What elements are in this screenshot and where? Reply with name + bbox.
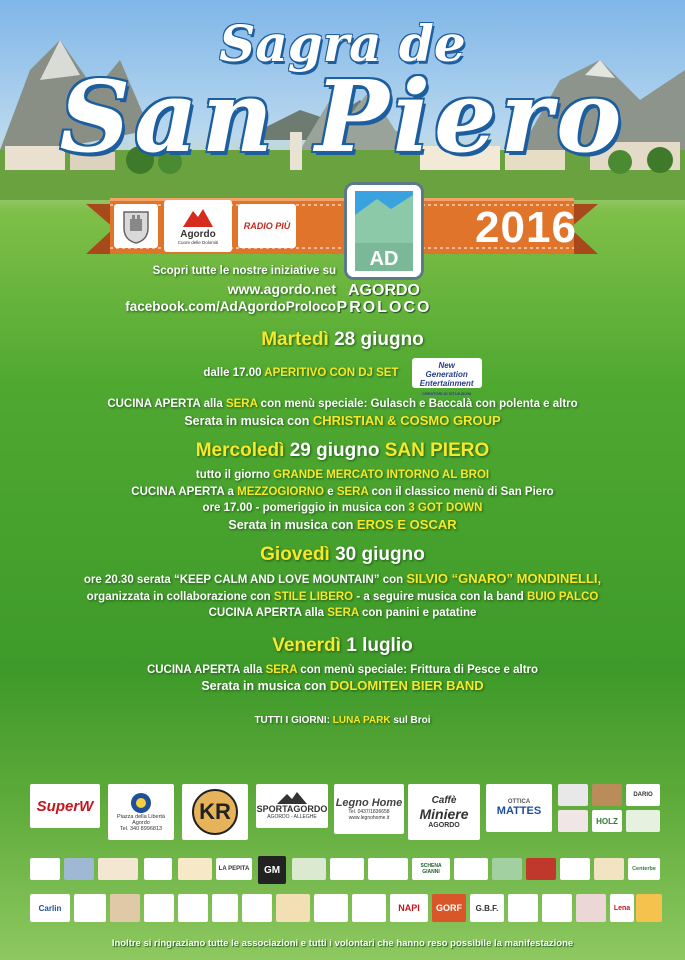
sponsor-label: MATTES — [496, 805, 542, 817]
event-text: Serata in musica con — [201, 679, 330, 693]
sponsor-label: Miniere — [419, 806, 469, 822]
sponsor-napi — [390, 894, 428, 922]
event-line — [0, 571, 685, 589]
proloco-letters: AD — [369, 248, 399, 270]
coat-of-arms-logo — [114, 204, 158, 248]
event-day-heading — [0, 439, 685, 463]
sponsor-small — [30, 858, 60, 880]
sponsor-small — [508, 894, 538, 922]
ngen-text-4: CREATORI DI SITUAZIONI — [421, 391, 472, 396]
sponsor-caffe-miniere — [408, 784, 480, 840]
sponsor-centerbe — [628, 858, 660, 880]
sponsor-carlin — [30, 894, 70, 922]
sponsor-gm — [258, 856, 286, 884]
sponsor-emblem-icon — [130, 792, 152, 814]
event-line — [0, 589, 685, 606]
coat-of-arms-icon — [121, 208, 151, 244]
sponsor-legnohome — [334, 784, 404, 834]
sponsor-dario — [626, 784, 660, 806]
event-day-name: Martedì — [261, 329, 329, 350]
sponsor-small — [314, 894, 348, 922]
event-highlight: GRANDE MERCATO INTORNO AL BROI — [273, 469, 490, 481]
sponsor-label: Tel. 340 8996813 — [119, 826, 163, 832]
event-day-name: Venerdì — [272, 634, 341, 656]
event-highlight: CHRISTIAN & COSMO GROUP — [312, 412, 501, 428]
sponsor-small — [74, 894, 106, 922]
event-day-date: 1 luglio — [346, 634, 413, 656]
sponsor-small — [560, 858, 590, 880]
promo-facebook-link[interactable]: facebook.com/AdAgordoProloco — [125, 299, 336, 314]
new-generation-logo — [412, 358, 482, 396]
event-text: Serata in musica con — [228, 517, 357, 532]
sponsor-label: Legno Home — [335, 797, 403, 809]
event-text: CUCINA APERTA alla — [208, 607, 328, 619]
event-day-name: Giovedì — [260, 544, 330, 565]
event-highlight: APERITIVO CON DJ SET — [264, 367, 399, 380]
agordo-caption: Agordo — [180, 228, 216, 240]
sponsor-small — [178, 894, 208, 922]
event-highlight: MEZZOGIORNO — [237, 485, 325, 498]
event-highlight: STILE LIBERO — [273, 590, 354, 603]
event-text: - a seguire musica con la band — [353, 590, 527, 603]
event-highlight: BUIO PALCO — [526, 590, 599, 603]
radio-piu-text: RADIO PIÙ — [243, 221, 291, 231]
sponsor-label: Caffè — [431, 795, 457, 806]
event-highlight: LUNA PARK — [332, 714, 391, 726]
sponsor-small — [64, 858, 94, 880]
sponsor-small — [576, 894, 606, 922]
event-day-extra: SAN PIERO — [384, 440, 490, 461]
event-text: CUCINA APERTA a — [131, 485, 238, 498]
sponsor-label: SCHENA GIANNI — [420, 863, 442, 875]
sponsor-superw — [30, 784, 100, 828]
events-list — [0, 328, 685, 729]
sponsor-small — [212, 894, 238, 922]
sponsor-small — [526, 858, 556, 880]
event-line — [0, 678, 685, 695]
title-line1: Sagra de — [219, 14, 466, 73]
sponsor-small — [368, 858, 408, 880]
ngen-text-2: Generation — [425, 370, 468, 379]
event-text: con menù speciale: Frittura di Pesce e altro — [297, 663, 539, 676]
sponsor-piazza — [108, 784, 174, 840]
sponsor-small — [178, 858, 212, 880]
sponsor-label: DARIO — [633, 792, 653, 798]
event-line — [0, 413, 685, 430]
event-text: con menù speciale: Gulasch e Baccalà con polenta e altro — [257, 398, 578, 410]
event-line — [0, 467, 685, 484]
proloco-line1: AGORDO — [348, 282, 420, 299]
event-highlight: SILVIO “GNARO” MONDINELLI, — [406, 571, 602, 586]
sponsor-small — [626, 810, 660, 832]
event-line — [0, 517, 685, 534]
sponsor-label: KR — [199, 799, 231, 824]
sponsor-small — [98, 858, 138, 880]
sponsor-kr — [182, 784, 248, 840]
event-text: sul Broi — [390, 714, 431, 726]
proloco-emblem — [344, 182, 424, 280]
sponsor-small — [330, 858, 364, 880]
sponsor-gbf — [470, 894, 504, 922]
sponsor-label: Tel. 0437/1836658 — [348, 809, 390, 815]
proloco-line2: PROLOCO — [336, 299, 432, 316]
ngen-text-1: New — [438, 361, 455, 370]
sponsor-label: HOLZ — [596, 816, 618, 826]
event-text: con panini e patatine — [358, 607, 477, 619]
sponsor-small — [352, 894, 386, 922]
title-line2: San Piero — [59, 60, 626, 175]
event-year: 2016 — [475, 203, 577, 252]
mountain-icon — [277, 792, 307, 804]
event-line — [0, 662, 685, 679]
sponsor-small — [242, 894, 272, 922]
event-text: CUCINA APERTA alla — [146, 663, 266, 676]
sponsor-label: AGORDO — [428, 822, 460, 829]
sponsor-label: GM — [263, 864, 281, 876]
sponsor-small — [492, 858, 522, 880]
event-highlight: EROS E OSCAR — [356, 516, 457, 532]
sponsor-label: Agordo — [132, 820, 150, 826]
event-line — [0, 605, 685, 622]
sponsors-area — [22, 770, 663, 946]
sponsor-label: Centerbe — [632, 866, 656, 872]
all-days-line — [0, 713, 685, 730]
proloco-emblem-icon — [347, 185, 421, 277]
promo-website-link[interactable]: www.agordo.net — [227, 281, 336, 297]
sponsor-small — [592, 784, 622, 806]
event-text: con il classico menù di San Piero — [368, 485, 554, 498]
promo-line1: Scopri tutte le nostre iniziative su — [152, 265, 336, 277]
sponsor-small — [144, 894, 174, 922]
event-text: dalle 17.00 — [203, 367, 265, 380]
event-day-date: 29 giugno — [289, 440, 380, 461]
event-text: e — [324, 485, 337, 498]
sponsor-label: SuperW — [36, 797, 94, 815]
proloco-logo — [336, 182, 432, 318]
sponsor-small — [292, 858, 326, 880]
event-text: Serata in musica con — [184, 413, 313, 428]
promo-block — [96, 263, 336, 316]
sponsor-label: Lena — [613, 904, 631, 912]
proloco-name — [334, 282, 434, 316]
event-text: organizzata in collaborazione con — [86, 590, 274, 603]
sponsor-small — [636, 894, 662, 922]
sponsor-label: AGORDO - ALLEGHE — [267, 814, 317, 820]
radio-piu-logo — [238, 204, 296, 248]
ngen-text-3: Entertainment — [419, 379, 474, 388]
sponsor-small — [110, 894, 140, 922]
thanks-footer: Inoltre si ringraziano tutte le associazioni e tutti i volontari che hanno reso possibile la manifestazione — [111, 938, 574, 949]
event-day-heading — [0, 328, 685, 352]
sponsor-small — [558, 784, 588, 806]
event-day-heading — [0, 543, 685, 567]
sponsor-label: www.legnohome.it — [348, 815, 390, 821]
sponsor-small — [594, 858, 624, 880]
sponsor-small — [558, 810, 588, 832]
sponsor-small — [454, 858, 488, 880]
agordo-mark-icon — [181, 207, 215, 229]
event-highlight: SERA — [336, 485, 369, 498]
event-line — [0, 396, 685, 413]
event-text: TUTTI I GIORNI: — [254, 714, 333, 726]
sponsor-schena — [412, 858, 450, 880]
sponsor-label: SPORTAGORDO — [256, 804, 328, 814]
sponsor-sportagordo — [256, 784, 328, 828]
sponsor-ottica-mattes — [486, 784, 552, 832]
sponsor-label: G.B.F. — [475, 903, 499, 913]
event-text: ore 17.00 - pomeriggio in musica con — [202, 502, 409, 514]
event-highlight: 3 GOT DOWN — [408, 502, 483, 514]
sponsor-holz — [592, 810, 622, 832]
sponsor-label: GORF — [436, 903, 462, 913]
sponsor-label: Piazza della Libertà — [116, 814, 165, 820]
sponsor-small — [542, 894, 572, 922]
agordo-logo — [164, 200, 232, 252]
event-text: tutto il giorno — [195, 469, 274, 481]
event-line — [0, 500, 685, 517]
event-text: CUCINA APERTA alla — [107, 398, 226, 410]
sponsor-label: Carlin — [38, 903, 62, 913]
agordo-subcaption: Cuore delle Dolomiti — [177, 239, 219, 245]
sponsor-gorf — [432, 894, 466, 922]
sponsor-label: LA PEPITA — [218, 866, 250, 872]
event-day-date: 28 giugno — [334, 329, 424, 350]
sponsor-pepita — [216, 858, 252, 880]
event-day-name: Mercoledì — [195, 440, 285, 461]
sponsor-label: NAPI — [398, 903, 420, 913]
sponsor-small — [144, 858, 172, 880]
event-day-date: 30 giugno — [335, 544, 425, 565]
event-highlight: SERA — [327, 607, 359, 619]
event-highlight: DOLOMITEN BIER BAND — [329, 678, 484, 693]
event-line — [0, 358, 685, 396]
sponsor-label: OTTICA — [507, 799, 531, 805]
sponsor-small — [276, 894, 310, 922]
event-highlight: SERA — [225, 398, 258, 410]
event-line — [0, 484, 685, 501]
sponsor-lena — [610, 894, 634, 922]
event-text: ore 20.30 serata “KEEP CALM AND LOVE MOUNTAIN” con — [83, 574, 407, 586]
event-highlight: SERA — [265, 663, 298, 676]
event-day-heading — [0, 634, 685, 658]
